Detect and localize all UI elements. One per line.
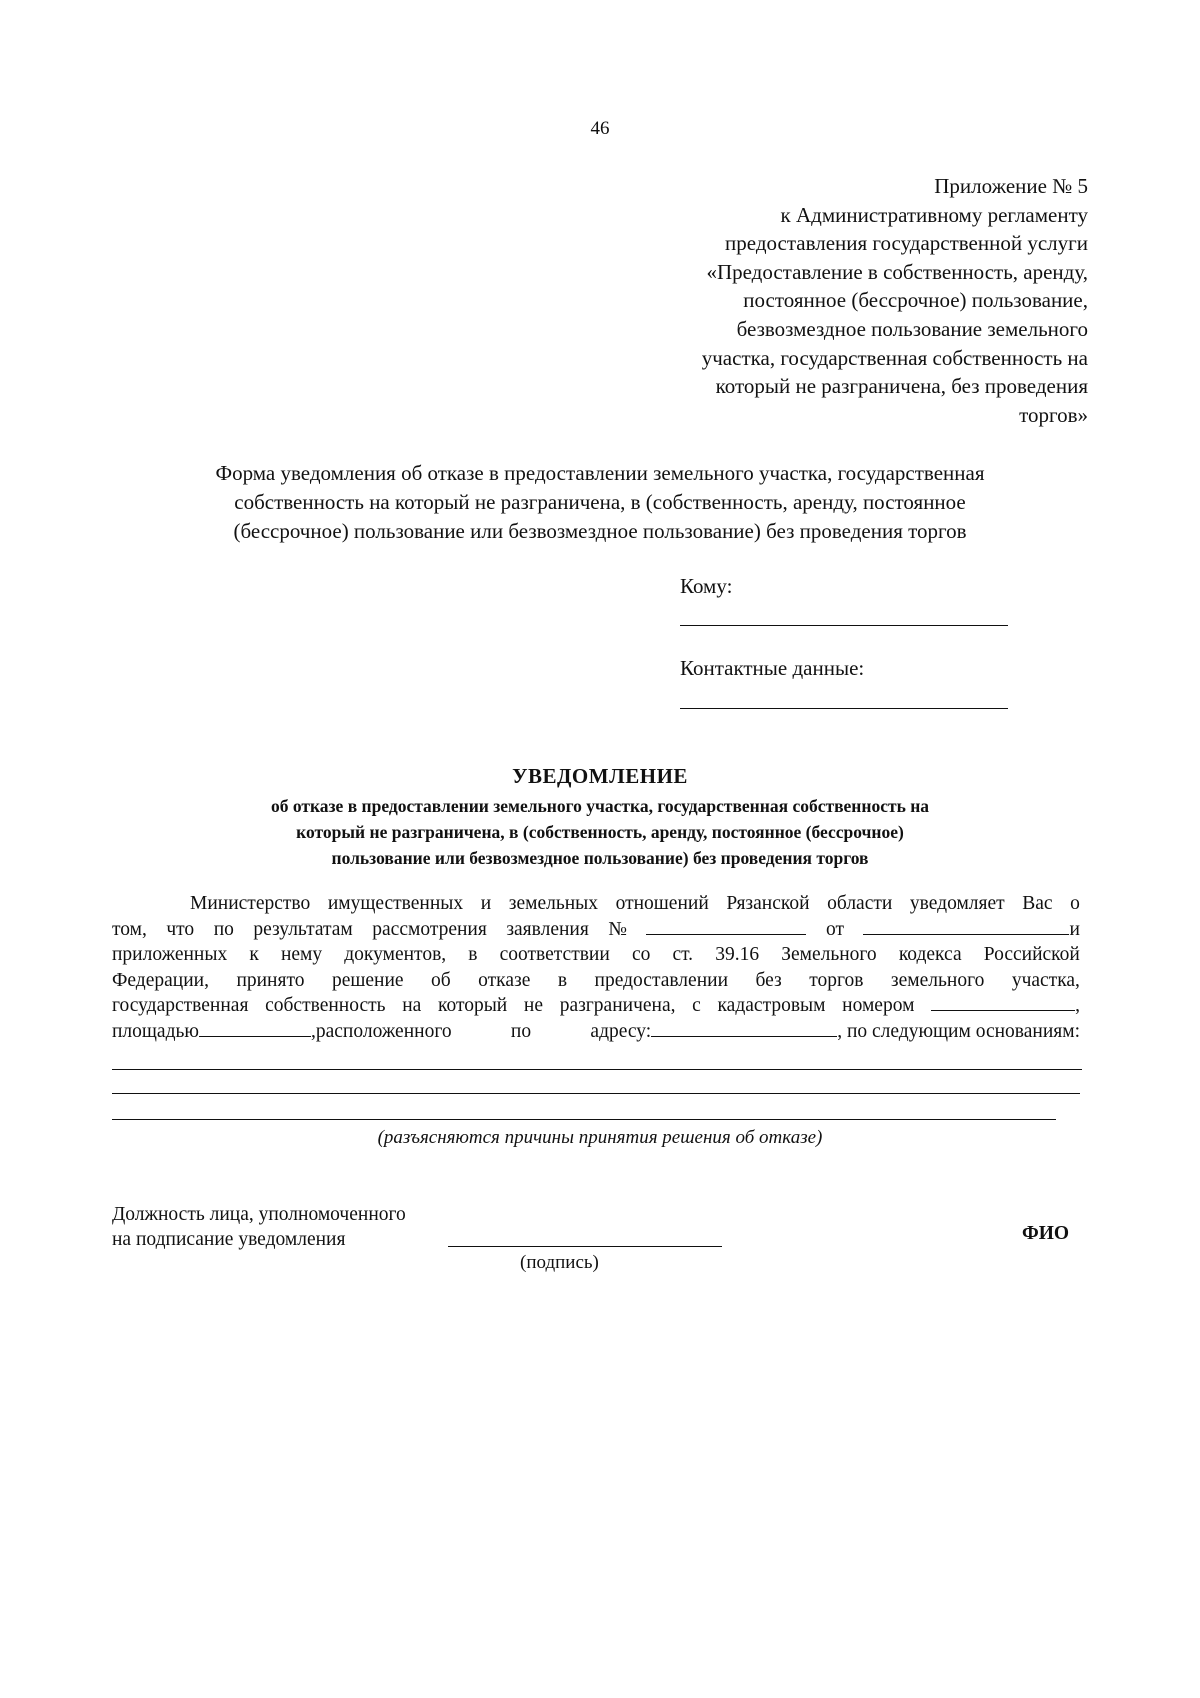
body-word: от [825, 918, 844, 940]
recipient-field[interactable] [680, 625, 1008, 626]
form-title [100, 459, 1100, 546]
body-word: Рязанской [726, 893, 810, 914]
body-word: отношений [615, 893, 709, 914]
body-word: Министерство [190, 893, 311, 914]
body-word: заявления [506, 918, 589, 940]
appendix-line: постоянное (бессрочное) пользование, [743, 288, 1088, 313]
signer-line: на подписание уведомления [112, 1229, 346, 1250]
contact-details-field[interactable] [680, 708, 1008, 709]
body-word: участка, [1011, 969, 1080, 991]
form-title-line: собственность на который не разграничена, в (собственность, аренду, постоянное [234, 490, 966, 514]
body-word: со [631, 944, 651, 965]
page-number: 46 [590, 118, 610, 139]
body-word: номером [842, 995, 915, 1016]
application-date-group [863, 917, 1079, 943]
body-word: Вас [1022, 893, 1053, 914]
body-word: площадью [112, 1020, 199, 1042]
body-word: торгов [809, 969, 864, 991]
cadastral-number-field[interactable] [931, 993, 1075, 1011]
body-word: Земельного [781, 944, 877, 965]
body-line-1 [112, 891, 1080, 917]
body-word: по [213, 918, 234, 940]
body-word: № [608, 918, 627, 940]
body-word: принято [236, 969, 305, 991]
refusal-reason-field[interactable] [112, 1119, 1056, 1120]
body-word: предоставлении [594, 969, 728, 991]
signer-line: Должность лица, уполномоченного [112, 1204, 406, 1225]
refusal-reason-field[interactable] [112, 1093, 1080, 1094]
appendix-line: Приложение № 5 [934, 174, 1088, 198]
appendix-reference [568, 172, 1088, 429]
appendix-line: «Предоставление в собственность, аренду, [706, 259, 1088, 284]
body-word: Федерации, [112, 969, 209, 991]
body-word: в [468, 944, 478, 965]
application-date-field[interactable] [863, 917, 1069, 935]
body-word: земельных [508, 893, 599, 914]
body-word: кадастровым [717, 995, 826, 1016]
appendix-line: торгов» [1019, 402, 1088, 427]
body-word: ,расположенного [310, 1020, 452, 1042]
appendix-line: к Административному регламенту [780, 202, 1088, 227]
body-line-2 [112, 917, 1080, 943]
cadastral-number-group [931, 993, 1080, 1019]
body-word: , [1075, 995, 1080, 1016]
body-word: об [431, 969, 451, 991]
notice-heading: УВЕДОМЛЕНИЕ [512, 764, 688, 788]
body-word: результатам [253, 918, 353, 940]
body-word: о [1070, 893, 1080, 914]
body-word: который [437, 995, 508, 1016]
appendix-line: предоставления государственной услуги [725, 231, 1088, 256]
body-word: земельного [890, 969, 985, 991]
body-word: без [755, 969, 782, 991]
body-word: том, [112, 918, 147, 940]
body-word: разграничена, [559, 995, 676, 1016]
appendix-line: участка, государственная собственность на [701, 345, 1088, 370]
body-line-3 [112, 942, 1080, 968]
form-title-line: Форма уведомления об отказе в предоставлении земельного участка, государственная [215, 461, 985, 485]
body-word: по [510, 1020, 532, 1042]
body-word: Российской [983, 944, 1080, 965]
area-field[interactable] [199, 1019, 311, 1037]
appendix-line: который не разграничена, без проведения [715, 374, 1088, 399]
signature-field[interactable] [448, 1246, 722, 1247]
body-word: к [249, 944, 259, 965]
body-word: 39.16 [715, 944, 760, 965]
notice-body [112, 891, 1080, 1044]
application-number-field[interactable] [646, 917, 806, 935]
signature-caption: (подпись) [520, 1252, 599, 1273]
body-word: имущественных [327, 893, 464, 914]
body-word: документов, [344, 944, 447, 965]
address-group [590, 1019, 1080, 1045]
body-line-6 [112, 1019, 1080, 1045]
body-word: кодекса [898, 944, 962, 965]
body-word: адресу: [590, 1020, 652, 1042]
area-group [112, 1019, 452, 1045]
body-word: в [557, 969, 568, 991]
notice-subtitle-line: пользование или безвозмездное пользование) без проведения торгов [331, 848, 869, 868]
body-line-4 [112, 968, 1080, 994]
body-word: отказе [478, 969, 531, 991]
body-line-5 [112, 993, 1080, 1019]
reasons-caption: (разъясняются причины принятия решения об отказе) [377, 1127, 823, 1148]
notice-subtitle-line: который не разграничена, в (собственность, аренду, постоянное (бессрочное) [296, 822, 904, 842]
body-word: ст. [672, 944, 694, 965]
body-word: на [402, 995, 422, 1016]
body-word: собственность [265, 995, 386, 1016]
body-word: государственная [112, 995, 249, 1016]
body-word: соответствии [499, 944, 610, 965]
body-word: , по следующим основаниям: [837, 1020, 1080, 1042]
body-word: области [827, 893, 893, 914]
address-field[interactable] [651, 1019, 837, 1037]
notice-subtitle-line: об отказе в предоставлении земельного участка, государственная собственность на [270, 796, 930, 816]
body-word: и [1069, 918, 1080, 940]
body-word: что [166, 918, 195, 940]
signer-position-label [112, 1202, 406, 1252]
body-word: не [523, 995, 544, 1016]
body-word: приложенных [112, 944, 228, 965]
form-title-line: (бессрочное) пользование или безвозмездное пользование) без проведения торгов [233, 519, 967, 543]
body-word: и [480, 893, 492, 914]
body-word: с [692, 995, 701, 1016]
recipient-label: Кому: [680, 574, 733, 598]
appendix-line: безвозмездное пользование земельного [736, 316, 1088, 341]
full-name-label: ФИО [1022, 1223, 1070, 1244]
refusal-reason-field[interactable] [112, 1069, 1082, 1070]
body-word: решение [331, 969, 404, 991]
body-word: уведомляет [909, 893, 1005, 914]
body-word: рассмотрения [372, 918, 487, 940]
notice-subtitle [100, 793, 1100, 871]
contact-details-label: Контактные данные: [680, 656, 865, 680]
body-word: нему [280, 944, 323, 965]
